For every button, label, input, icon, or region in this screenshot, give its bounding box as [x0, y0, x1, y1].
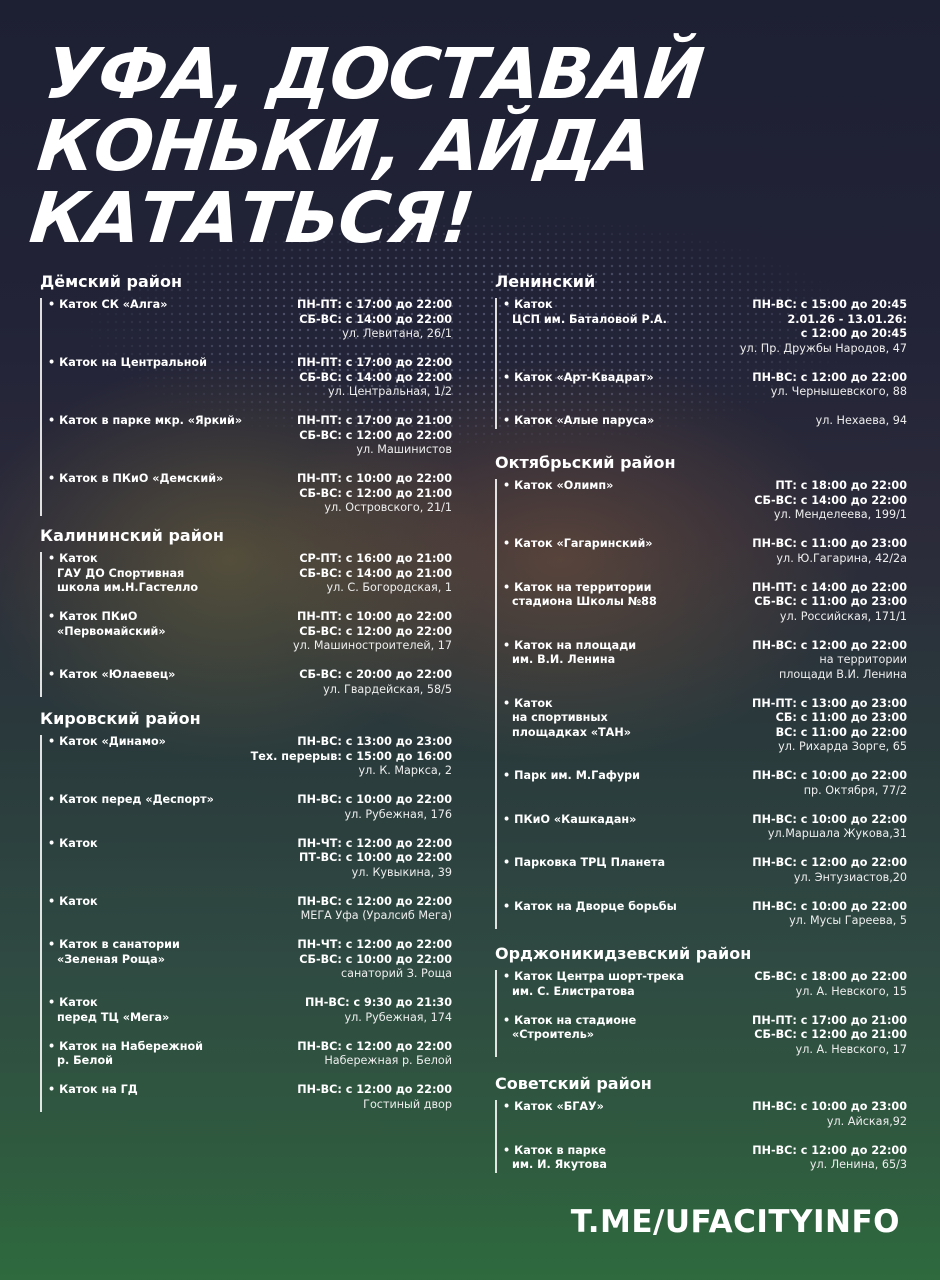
rink-entry: [48, 735, 452, 779]
rink-name-line: • Каток на территории: [503, 581, 657, 596]
schedule-line: с 12:00 до 20:45: [800, 327, 907, 340]
district-section: [495, 944, 907, 1057]
rink-info: [297, 1040, 452, 1069]
schedule-line: ПН-ПТ: с 17:00 до 22:00: [297, 356, 452, 369]
address-line: ул. С. Богородская, 1: [326, 581, 452, 594]
rink-entry: [503, 371, 907, 400]
rink-entry: [503, 856, 907, 885]
schedule-line: СБ-ВС: с 18:00 до 22:00: [754, 970, 907, 983]
rink-name-line: • Каток: [48, 895, 98, 910]
rink-name: [48, 938, 180, 982]
rink-name-line: • Каток на Центральной: [48, 356, 207, 371]
rink-name-line: • Каток на ГД: [48, 1083, 138, 1098]
rink-name: [503, 813, 636, 842]
address-line: ул. Кувыкина, 39: [351, 865, 452, 879]
rink-name-line: • Каток перед «Деспорт»: [48, 793, 214, 808]
schedule-line: ПН-ПТ: с 10:00 до 22:00: [297, 472, 452, 485]
address-line: ул. Энтузиастов,20: [793, 870, 907, 884]
rink-name-line: • Парк им. М.Гафури: [503, 769, 640, 784]
rink-info: [752, 813, 907, 842]
district-section: [495, 272, 907, 429]
address-line: ул. Рубежная, 176: [344, 807, 452, 821]
rink-entry: [503, 900, 907, 929]
rink-entry: [48, 472, 452, 516]
district-section: [40, 709, 452, 1112]
rink-info: [752, 900, 907, 929]
rink-name-line: • Каток: [48, 837, 98, 852]
schedule-line: 2.01.26 - 13.01.26:: [787, 312, 907, 326]
district-heading: Советский район: [495, 1074, 652, 1093]
district-section: [40, 526, 452, 697]
rink-entry: [503, 1100, 907, 1129]
rink-name: [503, 900, 677, 929]
rink-name-line: им. В.И. Ленина: [512, 653, 616, 666]
schedule-line: ПН-ВС: с 12:00 до 22:00: [297, 1083, 452, 1096]
schedule-line: СБ-ВС: с 12:00 до 22:00: [299, 624, 452, 638]
schedule-line: СБ-ВС: с 14:00 до 22:00: [299, 370, 452, 384]
rink-entry: [48, 298, 452, 342]
rink-entry: [48, 668, 452, 697]
address-line: санаторий З. Роща: [340, 967, 452, 980]
rink-name-line: на спортивных: [512, 711, 608, 724]
schedule-line: СБ-ВС: с 12:00 до 22:00: [299, 428, 452, 442]
rink-name: [503, 1144, 607, 1173]
address-line: ул. Российская, 171/1: [779, 609, 907, 623]
rink-name: [48, 668, 175, 697]
schedule-line: ПН-ПТ: с 17:00 до 21:00: [297, 414, 452, 427]
rink-info: [297, 1083, 452, 1112]
rink-info: [251, 735, 452, 779]
rink-entry: [48, 996, 452, 1025]
rink-name-line: школа им.Н.Гастелло: [57, 581, 199, 594]
address-line: ул. Левитана, 26/1: [342, 327, 452, 340]
rink-entry: [48, 895, 452, 924]
schedule-line: СБ-ВС: с 10:00 до 22:00: [299, 952, 452, 966]
address-line: ул. Нехаева, 94: [815, 414, 907, 427]
rink-info: [740, 298, 907, 356]
schedule-line: ПН-ВС: с 10:00 до 22:00: [752, 899, 907, 913]
schedule-line: ПН-ВС: с 15:00 до 20:45: [752, 298, 907, 311]
schedule-line: ПН-ВС: с 12:00 до 22:00: [297, 1039, 452, 1053]
rink-name-line: • Каток «БГАУ»: [503, 1100, 604, 1115]
schedule-line: ПН-ВС: с 12:00 до 22:00: [752, 370, 907, 384]
schedule-line: ПН-ПТ: с 17:00 до 21:00: [752, 1013, 907, 1027]
rink-entry: [48, 1083, 452, 1112]
rink-entry: [48, 938, 452, 982]
rink-name: [48, 298, 167, 342]
schedule-line: ПН-ПТ: с 13:00 до 23:00: [752, 696, 907, 710]
district-heading: Орджоникидзевский район: [495, 944, 752, 963]
rink-name: [48, 414, 242, 458]
address-line: ул. Ю.Гагарина, 42/2а: [776, 551, 907, 565]
schedule-line: СБ-ВС: с 20:00 до 22:00: [299, 668, 452, 681]
schedule-line: ПН-ВС: с 10:00 до 22:00: [752, 812, 907, 826]
schedule-line: СБ-ВС: с 12:00 до 21:00: [299, 486, 452, 500]
schedule-line: ПН-ВС: с 9:30 до 21:30: [305, 996, 452, 1009]
address-line: ул. А. Невского, 15: [795, 984, 907, 998]
address-line: ул. Островского, 21/1: [324, 501, 452, 514]
district-heading: Дёмский район: [40, 272, 183, 291]
rink-entry: [503, 970, 907, 999]
schedule-line: ПН-ВС: с 10:00 до 22:00: [752, 769, 907, 782]
schedule-line: ПН-ЧТ: с 12:00 до 22:00: [297, 938, 452, 951]
title-line: КОНЬКИ, АЙДА: [33, 105, 656, 187]
rink-name: [503, 537, 653, 566]
schedule-line: СБ-ВС: с 14:00 до 22:00: [754, 493, 907, 507]
address-line: ул. Ленина, 65/3: [809, 1158, 907, 1171]
address-line: ул. Гвардейская, 58/5: [323, 682, 452, 696]
rink-entry: [48, 414, 452, 458]
rink-name: [503, 414, 654, 429]
rink-info: [752, 1100, 907, 1129]
rink-name-line: • Каток на Дворце борьбы: [503, 900, 677, 915]
rink-name-line: • Каток на площади: [503, 639, 636, 654]
rink-name-line: площадках «ТАН»: [512, 725, 631, 739]
rink-name-line: • ПКиО «Кашкадан»: [503, 813, 636, 828]
rink-info: [297, 298, 452, 342]
rink-entry: [503, 581, 907, 625]
rink-entry: [503, 479, 907, 523]
rink-name-line: «Зеленая Роща»: [57, 952, 165, 966]
schedule-line: Тех. перерыв: с 15:00 до 16:00: [250, 749, 452, 763]
rink-entry: [503, 697, 907, 755]
rink-name: [503, 581, 657, 625]
district-heading: Кировский район: [40, 709, 201, 728]
rink-list: [40, 735, 452, 1112]
rink-name-line: • Каток в парке: [503, 1144, 607, 1159]
rink-name-line: • Каток в парке мкр. «Яркий»: [48, 414, 242, 429]
rink-info: [297, 356, 452, 400]
rink-info: [754, 479, 907, 523]
schedule-line: СБ-ВС: с 14:00 до 21:00: [299, 566, 452, 580]
rink-name-line: • Каток: [48, 996, 169, 1011]
rink-info: [752, 1014, 907, 1058]
rink-info: [752, 1144, 907, 1173]
rink-name: [48, 793, 214, 822]
district-section: [495, 1074, 907, 1173]
rink-info: [752, 697, 907, 755]
schedule-line: ПТ-ВС: с 10:00 до 22:00: [298, 851, 452, 864]
rink-name-line: им. С. Елистратова: [512, 984, 635, 998]
rink-name: [48, 895, 98, 924]
title-line: УФА, ДОСТАВАЙ: [41, 33, 707, 115]
rink-name-line: ГАУ ДО Спортивная: [57, 566, 185, 580]
rink-name: [48, 996, 169, 1025]
rink-entry: [48, 793, 452, 822]
district-section: [495, 453, 907, 929]
rink-name-line: «Строитель»: [512, 1028, 595, 1041]
poster-title: [26, 33, 707, 259]
schedule-line: ПН-ВС: с 10:00 до 22:00: [297, 793, 452, 806]
rink-info: [754, 970, 907, 999]
rink-entry: [48, 837, 452, 881]
schedule-line: ПН-ПТ: с 14:00 до 22:00: [752, 580, 907, 594]
schedule-line: ПН-ВС: с 12:00 до 22:00: [752, 1143, 907, 1157]
rink-name-line: перед ТЦ «Мега»: [57, 1010, 170, 1024]
rink-name-line: • Каток «Юлаевец»: [48, 668, 175, 683]
rink-list: [40, 298, 452, 516]
rink-name: [48, 552, 198, 596]
rink-entry: [503, 813, 907, 842]
rink-name: [503, 1100, 604, 1129]
address-line: ул. Центральная, 1/2: [327, 385, 452, 398]
schedule-line: ПН-ВС: с 12:00 до 22:00: [297, 894, 452, 908]
address-line: ул. Рихарда Зорге, 65: [778, 740, 907, 753]
rink-list: [495, 1100, 907, 1173]
rink-name: [48, 1083, 138, 1112]
address-line: на территории: [819, 653, 907, 666]
rink-name-line: • Каток: [48, 552, 198, 567]
rink-name-line: • Каток «Олимп»: [503, 479, 613, 494]
schedule-line: ПТ: с 18:00 до 22:00: [775, 479, 907, 492]
address-line: Гостиный двор: [363, 1097, 452, 1111]
schedule-line: СБ-ВС: с 11:00 до 23:00: [754, 595, 907, 608]
rink-name: [48, 610, 166, 654]
rink-name-line: • Каток «Динамо»: [48, 735, 166, 750]
district-heading: Ленинский: [495, 272, 596, 291]
rink-entry: [503, 769, 907, 798]
rink-name: [48, 837, 98, 881]
rink-name: [48, 1040, 203, 1069]
rink-name-line: стадиона Школы №88: [512, 595, 657, 608]
rink-entry: [503, 537, 907, 566]
address-line: ул. А. Невского, 17: [795, 1042, 907, 1056]
rink-name-line: ЦСП им. Баталовой Р.А.: [512, 312, 667, 326]
schedule-line: ПН-ПТ: с 10:00 до 22:00: [297, 610, 452, 623]
district-section: [40, 272, 452, 516]
address-line: Набережная р. Белой: [324, 1054, 452, 1067]
rink-name-line: • Каток: [503, 298, 667, 313]
address-line: ул. Машинистов: [356, 443, 452, 456]
rink-list: [495, 970, 907, 1057]
rink-name-line: • Парковка ТРЦ Планета: [503, 856, 665, 871]
rink-name: [503, 1014, 636, 1058]
rink-name: [503, 639, 636, 683]
rink-list: [495, 479, 907, 929]
address-line: ул. Айская,92: [826, 1114, 907, 1128]
telegram-link[interactable]: T.ME/UFACITYINFO: [570, 1204, 900, 1240]
schedule-line: СБ-ВС: с 14:00 до 22:00: [299, 312, 452, 326]
rink-name-line: р. Белой: [57, 1054, 113, 1067]
rink-entry: [503, 639, 907, 683]
address-line: ул. Рубежная, 174: [344, 1010, 452, 1024]
rink-name-line: • Каток СК «Алга»: [48, 298, 167, 313]
rink-info: [752, 856, 907, 885]
rink-name-line: • Каток на стадионе: [503, 1014, 636, 1029]
rink-info: [816, 414, 907, 429]
schedule-line: СР-ПТ: с 16:00 до 21:00: [299, 552, 452, 565]
schedule-line: ПН-ВС: с 13:00 до 23:00: [297, 735, 452, 748]
rink-list: [495, 298, 907, 429]
rink-entry: [503, 298, 907, 356]
address-line: ул. Пр. Дружбы Народов, 47: [739, 341, 907, 355]
rink-name-line: им. И. Якутова: [512, 1158, 607, 1171]
rink-name-line: • Каток на Набережной: [48, 1040, 203, 1055]
address-line: ул. К. Маркса, 2: [358, 764, 452, 777]
rink-name-line: • Каток в санатории: [48, 938, 180, 953]
rink-name: [503, 371, 654, 400]
rink-info: [297, 938, 452, 982]
rink-name-line: • Каток в ПКиО «Демский»: [48, 472, 223, 487]
rink-entry: [503, 1144, 907, 1173]
district-heading: Октябрьский район: [495, 453, 676, 472]
rink-name: [48, 356, 207, 400]
rink-entry: [48, 356, 452, 400]
address-line: ул.Маршала Жукова,31: [767, 827, 907, 840]
rink-info: [305, 996, 452, 1025]
rink-info: [297, 837, 452, 881]
address-line: ул. Машиностроителей, 17: [293, 639, 452, 652]
rink-entry: [48, 1040, 452, 1069]
rink-name: [503, 697, 631, 755]
schedule-line: ПН-ВС: с 12:00 до 22:00: [752, 638, 907, 652]
title-line: КАТАТЬСЯ!: [26, 177, 478, 259]
rink-info: [299, 668, 452, 697]
rink-info: [293, 610, 452, 654]
schedule-line: ПН-ВС: с 11:00 до 23:00: [752, 537, 907, 550]
address-line: ул. Менделеева, 199/1: [773, 508, 907, 521]
rink-entry: [503, 1014, 907, 1058]
rink-name-line: • Каток Центра шорт-трека: [503, 970, 684, 985]
rink-name-line: • Каток ПКиО: [48, 610, 166, 625]
rink-entry: [48, 552, 452, 596]
rink-name: [503, 769, 640, 798]
address-line: пр. Октября, 77/2: [803, 783, 907, 797]
rink-info: [752, 581, 907, 625]
rink-info: [299, 552, 452, 596]
rink-info: [297, 793, 452, 822]
rink-info: [752, 371, 907, 400]
rink-info: [752, 769, 907, 798]
rink-entry: [503, 414, 907, 429]
schedule-line: ПН-ВС: с 12:00 до 22:00: [752, 856, 907, 869]
schedule-line: СБ-ВС: с 12:00 до 21:00: [754, 1028, 907, 1041]
rink-name: [503, 298, 667, 356]
schedule-line: ПН-ВС: с 10:00 до 23:00: [752, 1100, 907, 1113]
rink-name-line: • Каток «Арт-Квадрат»: [503, 371, 654, 386]
schedule-line: ВС: с 11:00 до 22:00: [775, 725, 907, 739]
rink-info: [297, 895, 452, 924]
rink-name: [503, 970, 684, 999]
address-line: ул. Чернышевского, 88: [770, 385, 907, 398]
schedule-line: СБ: с 11:00 до 23:00: [775, 711, 907, 724]
rink-name: [48, 472, 223, 516]
rink-list: [40, 552, 452, 697]
rink-name: [48, 735, 166, 779]
rink-name: [503, 479, 613, 523]
schedule-line: ПН-ПТ: с 17:00 до 22:00: [297, 298, 452, 311]
address-line: ул. Мусы Гареева, 5: [789, 914, 907, 927]
district-heading: Калининский район: [40, 526, 224, 545]
address-line: МЕГА Уфа (Уралсиб Мега): [300, 909, 452, 922]
rink-info: [752, 537, 907, 566]
rink-name-line: • Каток: [503, 697, 631, 712]
rink-entry: [48, 610, 452, 654]
rink-info: [297, 414, 452, 458]
rink-name-line: • Каток «Алые паруса»: [503, 414, 654, 429]
address-line: площади В.И. Ленина: [778, 667, 907, 681]
rink-name: [503, 856, 665, 885]
rink-info: [297, 472, 452, 516]
rink-name-line: «Первомайский»: [57, 624, 166, 638]
rink-info: [752, 639, 907, 683]
rink-name-line: • Каток «Гагаринский»: [503, 537, 653, 552]
schedule-line: ПН-ЧТ: с 12:00 до 22:00: [297, 836, 452, 850]
